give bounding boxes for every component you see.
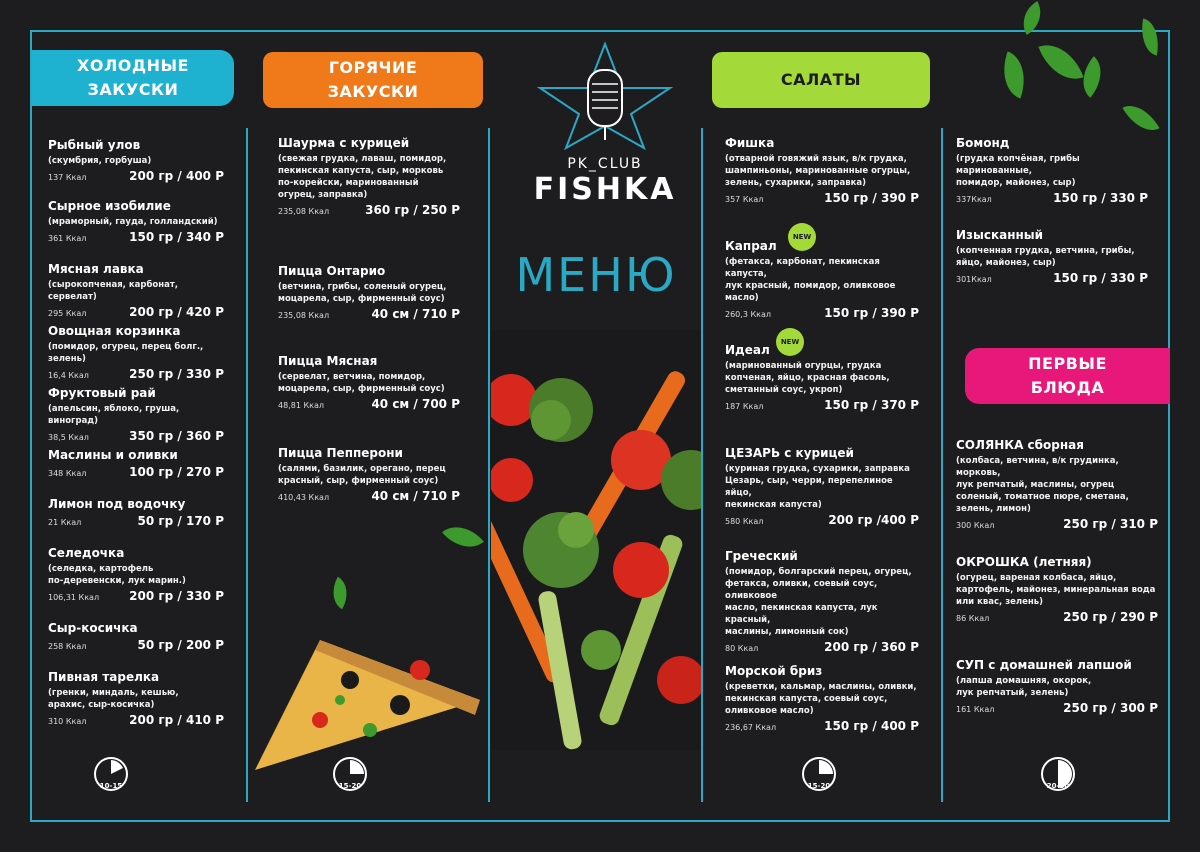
item-price: 200 гр /400 Р: [828, 513, 919, 527]
item-price: 50 гр / 200 Р: [137, 638, 224, 652]
section-tab-hot: [263, 52, 483, 108]
salad-photo: [491, 330, 701, 750]
item-calories: 187 Ккал: [725, 402, 764, 411]
item-price: 150 гр / 340 Р: [129, 230, 224, 244]
time-indicator-hot: [332, 756, 368, 796]
item-name: Бомонд: [956, 136, 1010, 150]
divider: [701, 128, 703, 802]
item-description: (ветчина, грибы, соленый огурец, моцарела, сыр, фирменный соус): [278, 282, 447, 304]
item-description: (огурец, вареная колбаса, яйцо, картофель, майонез, минеральная вода или квас, зелень): [956, 573, 1156, 607]
item-price: 150 гр / 390 Р: [824, 191, 919, 205]
item-description: (мраморный, гауда, голландский): [48, 217, 218, 227]
item-calories: 235,08 Ккал: [278, 311, 330, 320]
menu-item: [956, 555, 1158, 626]
item-description: (сервелат, ветчина, помидор, моцарела, сыр, фирменный соус): [278, 372, 445, 394]
item-price: 200 гр / 420 Р: [129, 305, 224, 319]
menu-item: [956, 658, 1158, 717]
item-calories: 236,67 Ккал: [725, 723, 777, 732]
item-calories: 137 Ккал: [48, 173, 87, 182]
item-description: (апельсин, яблоко, груша, виноград): [48, 404, 180, 426]
menu-item: [956, 438, 1158, 533]
item-price: 100 гр / 270 Р: [129, 465, 224, 479]
item-calories: 348 Ккал: [48, 469, 87, 478]
time-label: 15-20: [807, 782, 831, 790]
item-calories: 337Ккал: [956, 195, 992, 204]
menu-title: МЕНЮ: [515, 248, 677, 302]
divider: [941, 128, 943, 802]
item-name: Пицца Онтарио: [278, 264, 386, 278]
section-title: ХОЛОДНЫЕ ЗАКУСКИ: [77, 56, 189, 99]
item-name: Капрал: [725, 239, 777, 253]
menu-item: [48, 199, 224, 246]
item-calories: 235,08 Ккал: [278, 207, 330, 216]
item-name: Овощная корзинка: [48, 324, 181, 338]
item-price: 150 гр / 370 Р: [824, 398, 919, 412]
new-badge: NEW: [788, 223, 816, 251]
item-price: 200 гр / 360 Р: [824, 640, 919, 654]
menu-item: [48, 386, 224, 445]
menu-item: [48, 546, 224, 605]
item-name: Пицца Пепперони: [278, 446, 403, 460]
menu-item: [278, 264, 460, 323]
item-price: 150 гр / 400 Р: [824, 719, 919, 733]
item-price: 250 гр / 310 Р: [1063, 517, 1158, 531]
time-indicator-cold: [93, 756, 129, 796]
item-name: СУП с домашней лапшой: [956, 658, 1132, 672]
item-price: 40 см / 710 Р: [371, 489, 460, 503]
time-indicator-salads: [801, 756, 837, 796]
time-label: 20-30: [1046, 782, 1070, 790]
item-calories: 361 Ккал: [48, 234, 87, 243]
menu-item: [725, 549, 919, 656]
section-title: ГОРЯЧИЕ ЗАКУСКИ: [327, 58, 419, 101]
item-name: СОЛЯНКА сборная: [956, 438, 1084, 452]
item-price: 250 гр / 330 Р: [129, 367, 224, 381]
item-description: (свежая грудка, лаваш, помидор, пекинская капуста, сыр, морковь по-корейски, маринованный огурец, заправка): [278, 154, 447, 200]
item-name: Морской бриз: [725, 664, 823, 678]
item-description: (фетакса, карбонат, пекинская капуста, лук красный, помидор, оливковое масло): [725, 257, 896, 303]
menu-item: [956, 136, 1148, 207]
menu-item: [725, 664, 919, 735]
item-price: 200 гр / 400 Р: [129, 169, 224, 183]
logo: [530, 40, 680, 210]
new-badge: NEW: [776, 328, 804, 356]
item-name: ОКРОШКА (летняя): [956, 555, 1092, 569]
item-description: (отварной говяжий язык, в/к грудка, шампиньоны, маринованные огурцы, зелень, сухарики, заправка): [725, 154, 911, 188]
menu-item: [278, 136, 460, 219]
section-title: САЛАТЫ: [780, 70, 862, 89]
item-calories: 80 Ккал: [725, 644, 759, 653]
item-calories: 580 Ккал: [725, 517, 764, 526]
section-tab-cold: [32, 50, 234, 106]
item-name: Идеал: [725, 343, 770, 357]
item-name: Пивная тарелка: [48, 670, 160, 684]
item-price: 150 гр / 390 Р: [824, 306, 919, 320]
item-calories: 310 Ккал: [48, 717, 87, 726]
item-price: 150 гр / 330 Р: [1053, 191, 1148, 205]
item-price: 40 см / 710 Р: [371, 307, 460, 321]
item-price: 40 см / 700 Р: [371, 397, 460, 411]
item-description: (гренки, миндаль, кешью, арахис, сыр-косичка): [48, 688, 179, 710]
item-description: (помидор, огурец, перец болг., зелень): [48, 342, 204, 364]
item-name: Селедочка: [48, 546, 125, 560]
item-description: (грудка копчёная, грибы маринованные, помидор, майонез, сыр): [956, 154, 1080, 188]
item-price: 50 гр / 170 Р: [137, 514, 224, 528]
time-label: 10-15: [99, 782, 123, 790]
star-microphone-icon: [530, 40, 680, 150]
item-description: (сырокопченая, карбонат, сервелат): [48, 280, 178, 302]
item-name: Мясная лавка: [48, 262, 144, 276]
item-name: ЦЕЗАРЬ с курицей: [725, 446, 854, 460]
item-name: Фруктовый рай: [48, 386, 156, 400]
menu-item: [48, 262, 224, 321]
item-name: Лимон под водочку: [48, 497, 186, 511]
item-calories: 260,3 Ккал: [725, 310, 771, 319]
menu-item: [278, 446, 460, 505]
item-calories: 38,5 Ккал: [48, 433, 89, 442]
item-description: (куриная грудка, сухарики, заправка Цезарь, сыр, черри, перепелиное яйцо, пекинская капуста): [725, 464, 910, 510]
menu-item: [48, 138, 224, 185]
menu-item: [725, 136, 919, 207]
item-name: Греческий: [725, 549, 798, 563]
item-name: Фишка: [725, 136, 775, 150]
menu-item: [278, 354, 460, 413]
time-label: 15-20: [338, 782, 362, 790]
item-description: (колбаса, ветчина, в/к грудинка, морковь, лук репчатый, маслины, огурец соленый, томатное пюре, сметана, зелень, лимон): [956, 456, 1129, 514]
item-description: (копченная грудка, ветчина, грибы, яйцо, майонез, сыр): [956, 246, 1135, 268]
item-name: Шаурма с курицей: [278, 136, 410, 150]
item-calories: 16,4 Ккал: [48, 371, 89, 380]
menu-item: [48, 497, 224, 530]
item-price: 250 гр / 300 Р: [1063, 701, 1158, 715]
item-description: (лапша домашняя, окорок, лук репчатый, зелень): [956, 676, 1092, 698]
item-price: 350 гр / 360 Р: [129, 429, 224, 443]
item-name: Сыр-косичка: [48, 621, 138, 635]
item-calories: 48,81 Ккал: [278, 401, 324, 410]
menu-item: [725, 343, 919, 414]
item-calories: 258 Ккал: [48, 642, 87, 651]
item-description: (креветки, кальмар, маслины, оливки, пекинская капуста, соевый соус, оливковое масло): [725, 682, 917, 716]
time-indicator-first: [1040, 756, 1076, 796]
menu-item: [48, 448, 224, 481]
item-description: (маринованный огурцы, грудка копченая, яйцо, красная фасоль, сметанный соус, укроп): [725, 361, 890, 395]
section-title: ПЕРВЫЕ БЛЮДА: [1028, 354, 1107, 397]
item-calories: 357 Ккал: [725, 195, 764, 204]
divider: [488, 128, 490, 802]
item-description: (помидор, болгарский перец, огурец, фетакса, оливки, соевый соус, оливковое масло, пекинская капуста, лук красный, маслины, лимонный сок): [725, 567, 912, 637]
item-calories: 106,31 Ккал: [48, 593, 100, 602]
item-name: Сырное изобилие: [48, 199, 171, 213]
brand-name: FISHKA: [533, 172, 677, 207]
item-calories: 300 Ккал: [956, 521, 995, 530]
item-calories: 410,43 Ккал: [278, 493, 330, 502]
item-name: Изысканный: [956, 228, 1044, 242]
menu-item: [956, 228, 1148, 287]
menu-item: [48, 670, 224, 729]
section-tab-salads: [712, 52, 930, 108]
menu-item: [48, 324, 224, 383]
item-name: Пицца Мясная: [278, 354, 378, 368]
item-price: 360 гр / 250 Р: [365, 203, 460, 217]
item-name: Маслины и оливки: [48, 448, 178, 462]
item-price: 200 гр / 330 Р: [129, 589, 224, 603]
menu-item: [48, 621, 224, 654]
divider: [246, 128, 248, 802]
item-name: Рыбный улов: [48, 138, 141, 152]
item-description: (салями, базилик, орегано, перец красный, сыр, фирменный соус): [278, 464, 446, 486]
item-calories: 21 Ккал: [48, 518, 82, 527]
item-price: 250 гр / 290 Р: [1063, 610, 1158, 624]
club-label: PK_CLUB: [567, 156, 643, 172]
item-calories: 295 Ккал: [48, 309, 87, 318]
item-description: (селедка, картофель по-деревенски, лук марин.): [48, 564, 186, 586]
item-calories: 86 Ккал: [956, 614, 990, 623]
menu-item: [725, 446, 919, 529]
item-description: (скумбрия, горбуша): [48, 156, 152, 166]
item-calories: 161 Ккал: [956, 705, 995, 714]
menu-item: [725, 239, 919, 322]
item-price: 200 гр / 410 Р: [129, 713, 224, 727]
section-tab-first: [965, 348, 1170, 404]
item-price: 150 гр / 330 Р: [1053, 271, 1148, 285]
item-calories: 301Ккал: [956, 275, 992, 284]
